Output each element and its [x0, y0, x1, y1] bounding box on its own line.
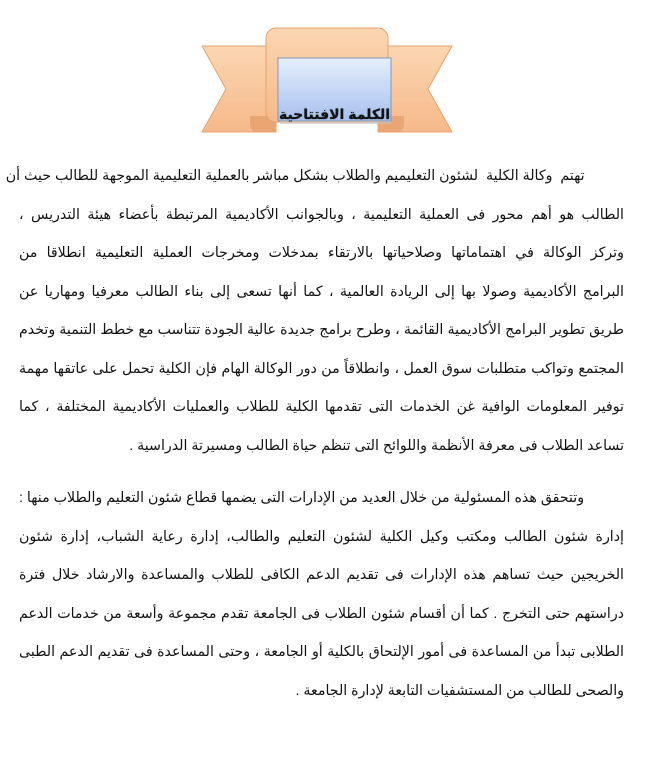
- text-line: البرامج الأكاديمية وصولا بها إلى الريادة العالمية ، كما أنها تسعى إلى بناء الطالب معرفيا ومهاريا عن: [19, 283, 624, 300]
- text-line: تساعد الطلاب فى معرفة الأنظمة واللوائح التى تنظم حياة الطالب ومسيرتة الدراسية .: [129, 437, 624, 454]
- text-line: الخريجين حيث تساهم هذه الإدارات فى تقديم الدعم الكافى للطلاب والمساعدة والارشاد خلال فترة: [19, 567, 624, 583]
- text-line: الطالب هو أهم محور فى العملية التعليمية ، وبالجوانب الأكاديمية المرتبطة بأعضاء هيئة التدريس ،: [19, 206, 624, 223]
- heading-banner: [198, 24, 456, 142]
- text-line: إدارة شئون الطالب ومكتب وكيل الكلية لشئون التعليم والطالب، إدارة رعاية الشباب، إدارة شئون: [19, 528, 624, 545]
- paragraph-1: [5, 168, 624, 476]
- text-line: والصحى للطالب من المستشفيات التابعة لإدارة الجامعة .: [295, 682, 624, 699]
- text-line: وتركز الوكالة في اهتماماتها وصلاحياتها بالارتقاء بمدخلات ومخرجات العملية التعليمية انطلاقا من: [19, 245, 624, 261]
- text-line: وتتحقق هذه المسئولية من خلال العديد من الإدارات التى يضمها قطاع شئون التعليم والطلاب منها :: [19, 490, 624, 506]
- page-title: الكلمة الافتتاحية: [278, 105, 391, 122]
- paragraph-2: [19, 490, 624, 721]
- text-line: تهتم وكالة الكلية لشئون التعليميم والطلاب بشكل مباشر بالعملية التعليمية الموجهة للطالب حيث أن: [5, 168, 624, 184]
- document-body: [5, 168, 624, 721]
- text-line: دراستهم حتى التخرج . كما أن أقسام شئون الطلاب فى الجامعة تقدم مجموعة وأسعة من خدمات الدعم: [19, 605, 624, 622]
- text-line: الطلابى تبدأ من المساعدة فى أمور الإلتحاق بالكلية أو الجامعة ، وحتى المساعدة فى تقديم الدعم الطبى: [19, 644, 624, 660]
- text-line: طريق تطوير البرامج الأكاديمية القائمة ، وطرح برامج جديدة عالية الجودة تتناسب مع خطط التنمية وتخدم: [19, 322, 624, 338]
- text-line: المجتمع وتواكب متطلبات سوق العمل ، وانطلاقاً من دور الوكالة الهام فإن الكلية تحمل على عاتقها مهمة: [19, 360, 624, 377]
- text-line: توفير المعلومات الوافية غن الخدمات التى تقدمها الكلية للطلاب والعمليات الأكاديمية المختلفة ، كما: [19, 399, 624, 415]
